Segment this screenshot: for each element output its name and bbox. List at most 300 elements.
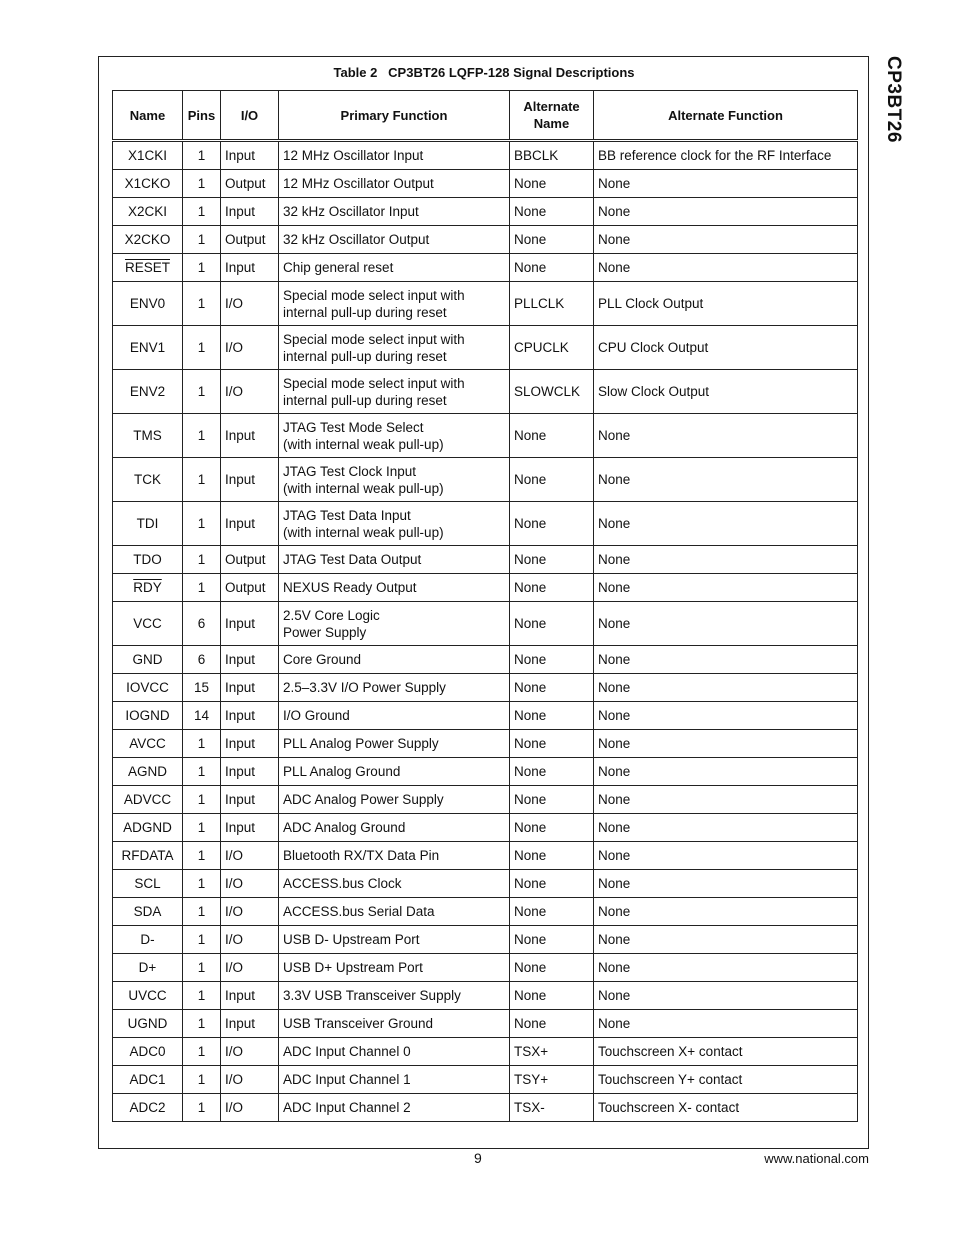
cell-io-text: Input [225,652,256,667]
cell-primary-function [279,646,510,674]
cell-alternate-name-text: None [514,428,547,443]
cell-io [221,370,279,414]
cell-pins [183,1094,221,1122]
cell-name-text: UGND [127,1016,168,1031]
cell-alternate-name-text: None [514,616,547,631]
cell-io-text: I/O [225,848,244,863]
cell-name [113,814,183,842]
cell-alternate-function-text: Touchscreen Y+ contact [598,1072,743,1087]
cell-primary-function [279,326,510,370]
cell-alternate-function [594,702,858,730]
cell-primary-function [279,370,510,414]
cell-name [113,870,183,898]
table-row [113,414,858,458]
cell-alternate-function-text: None [598,260,631,275]
cell-pins [183,574,221,602]
cell-io-text: Input [225,616,256,631]
cell-io-text: I/O [225,904,244,919]
cell-alternate-name-text: None [514,580,547,595]
cell-primary-function [279,226,510,254]
cell-name-text: SDA [133,904,162,919]
cell-pins-text: 1 [197,204,206,219]
cell-name-text: D- [140,932,155,947]
cell-primary-function-text: ADC Input Channel 1 [283,1072,411,1087]
cell-alternate-function-text: None [598,580,631,595]
cell-name [113,282,183,326]
cell-alternate-function [594,1038,858,1066]
cell-io [221,982,279,1010]
cell-pins-text: 1 [197,296,206,311]
cell-primary-function-text: 2.5V Core Logic Power Supply [283,607,380,640]
cell-name-text: RESET [124,260,170,275]
cell-pins-text: 1 [197,904,206,919]
cell-pins-text: 1 [197,848,206,863]
cell-io-text: I/O [225,1044,244,1059]
cell-primary-function-text: ACCESS.bus Clock [283,876,402,891]
cell-io-text: I/O [225,296,244,311]
cell-alternate-name [510,674,594,702]
cell-alternate-name [510,574,594,602]
cell-alternate-function-text: None [598,516,631,531]
header-alternate-name: Alternate Name [510,91,594,141]
cell-io [221,226,279,254]
cell-alternate-name [510,458,594,502]
cell-name-text: ENV1 [129,340,166,355]
cell-name [113,574,183,602]
cell-primary-function-text: JTAG Test Data Input (with internal weak pull-up) [283,507,444,540]
cell-pins [183,141,221,170]
cell-name [113,646,183,674]
cell-alternate-function [594,170,858,198]
cell-primary-function [279,674,510,702]
table-row [113,786,858,814]
table-row [113,574,858,602]
cell-alternate-function [594,1010,858,1038]
cell-name-text: ADVCC [123,792,172,807]
cell-io-text: Input [225,736,256,751]
cell-pins [183,842,221,870]
cell-pins [183,370,221,414]
cell-alternate-function [594,546,858,574]
cell-name-text: X1CKO [124,176,171,191]
cell-alternate-name [510,898,594,926]
cell-io [221,1094,279,1122]
cell-io [221,198,279,226]
cell-alternate-name [510,982,594,1010]
cell-io [221,254,279,282]
cell-io-text: Input [225,988,256,1003]
cell-primary-function [279,1038,510,1066]
table-row [113,1038,858,1066]
cell-pins-text: 1 [197,232,206,247]
cell-name-text: ADC0 [129,1044,166,1059]
cell-name [113,954,183,982]
table-row [113,326,858,370]
cell-name-text: RFDATA [121,848,174,863]
cell-primary-function-text: JTAG Test Clock Input (with internal weak pull-up) [283,463,444,496]
cell-pins [183,982,221,1010]
cell-pins [183,758,221,786]
cell-alternate-name [510,1010,594,1038]
cell-pins [183,602,221,646]
cell-io [221,546,279,574]
cell-pins [183,926,221,954]
cell-io [221,282,279,326]
cell-name-text: $\overline{RDY}$ [133,580,162,595]
table-row [113,602,858,646]
header-primary-function: Primary Function [279,91,510,141]
cell-io [221,842,279,870]
table-row [113,370,858,414]
cell-primary-function [279,758,510,786]
cell-pins-text: 1 [197,1016,206,1031]
cell-io-text: I/O [225,960,244,975]
cell-alternate-function [594,370,858,414]
cell-alternate-function [594,226,858,254]
cell-name [113,758,183,786]
cell-alternate-name [510,370,594,414]
cell-alternate-name-text: None [514,932,547,947]
cell-pins-text: 14 [193,708,210,723]
cell-pins [183,226,221,254]
table-row [113,926,858,954]
cell-alternate-function-text: None [598,1016,631,1031]
cell-name [113,458,183,502]
cell-io [221,786,279,814]
cell-primary-function-text: 32 kHz Oscillator Input [283,204,419,219]
cell-primary-function [279,870,510,898]
cell-alternate-function-text: None [598,176,631,191]
cell-alternate-name-text: None [514,820,547,835]
cell-alternate-function [594,954,858,982]
table-row [113,170,858,198]
cell-io-text: Input [225,764,256,779]
cell-name [113,730,183,758]
cell-pins-text: 6 [197,652,206,667]
cell-pins-text: 1 [197,736,206,751]
cell-alternate-name [510,546,594,574]
table-row [113,458,858,502]
cell-io-text: I/O [225,1100,244,1115]
cell-io-text: Output [225,176,266,191]
cell-io-text: Input [225,260,256,275]
cell-alternate-function-text: None [598,552,631,567]
cell-name-text: AGND [127,764,167,779]
cell-io-text: Output [225,232,266,247]
cell-alternate-name-text: TSX- [514,1100,545,1115]
cell-name-text: X1CKI [127,148,168,163]
cell-pins-text: 15 [193,680,210,695]
cell-alternate-name [510,282,594,326]
cell-pins [183,954,221,982]
cell-primary-function [279,730,510,758]
cell-alternate-function [594,1066,858,1094]
cell-alternate-function-text: Touchscreen X- contact [598,1100,740,1115]
cell-io [221,702,279,730]
cell-alternate-function-text: None [598,988,631,1003]
cell-alternate-name [510,502,594,546]
cell-name-text: TCK [134,472,161,487]
cell-pins-text: 1 [197,764,206,779]
cell-primary-function-text: 2.5–3.3V I/O Power Supply [283,680,446,695]
cell-pins [183,646,221,674]
cell-alternate-name-text: None [514,516,547,531]
cell-name-text: ENV2 [129,384,166,399]
cell-name-text: TDO [133,552,162,567]
cell-alternate-function-text: None [598,848,631,863]
cell-primary-function [279,458,510,502]
cell-name [113,141,183,170]
cell-alternate-function [594,414,858,458]
table-row [113,1066,858,1094]
cell-name-text: X2CKI [127,204,168,219]
cell-primary-function-text: 3.3V USB Transceiver Supply [283,988,461,1003]
cell-pins-text: 1 [197,516,206,531]
cell-primary-function [279,1010,510,1038]
cell-alternate-name-text: TSX+ [514,1044,549,1059]
table-row [113,141,858,170]
cell-io [221,954,279,982]
cell-primary-function-text: 12 MHz Oscillator Output [283,176,434,191]
cell-primary-function [279,702,510,730]
cell-alternate-function [594,870,858,898]
cell-name-text: IOGND [125,708,170,723]
cell-name [113,226,183,254]
cell-alternate-name-text: None [514,848,547,863]
cell-alternate-function-text: None [598,708,631,723]
table-row [113,870,858,898]
table-row [113,502,858,546]
cell-alternate-function [594,982,858,1010]
table-row [113,898,858,926]
cell-primary-function-text: ADC Analog Ground [283,820,406,835]
cell-primary-function-text: PLL Analog Ground [283,764,401,779]
cell-alternate-name [510,842,594,870]
cell-primary-function [279,141,510,170]
cell-alternate-function-text: CPU Clock Output [598,340,709,355]
cell-alternate-function-text: None [598,680,631,695]
cell-name-text: IOVCC [126,680,169,695]
cell-alternate-name [510,1066,594,1094]
cell-name [113,502,183,546]
cell-name [113,926,183,954]
cell-primary-function-text: Chip general reset [283,260,394,275]
document-side-title: CP3BT26 [883,56,904,143]
cell-alternate-name [510,602,594,646]
cell-primary-function [279,170,510,198]
cell-primary-function [279,898,510,926]
cell-pins [183,870,221,898]
cell-pins [183,414,221,458]
cell-alternate-name [510,786,594,814]
cell-alternate-function [594,198,858,226]
cell-name [113,842,183,870]
cell-name-text: UVCC [128,988,167,1003]
cell-alternate-function-text: None [598,820,631,835]
cell-pins-text: 1 [197,960,206,975]
cell-name-text: D+ [138,960,157,975]
cell-alternate-function [594,502,858,546]
cell-name-text: AVCC [129,736,166,751]
cell-primary-function-text: PLL Analog Power Supply [283,736,439,751]
cell-alternate-name [510,1094,594,1122]
cell-pins [183,326,221,370]
cell-alternate-function-text: PLL Clock Output [598,296,704,311]
cell-primary-function-text: 32 kHz Oscillator Output [283,232,430,247]
cell-name [113,982,183,1010]
table-caption: Table 2 CP3BT26 LQFP-128 Signal Descriptions [333,65,635,80]
cell-alternate-name [510,702,594,730]
cell-name [113,414,183,458]
cell-primary-function-text: JTAG Test Mode Select (with internal weak pull-up) [283,419,444,452]
cell-name [113,170,183,198]
cell-name [113,370,183,414]
table-row [113,814,858,842]
cell-alternate-function-text: None [598,232,631,247]
cell-io-text: Input [225,428,256,443]
cell-alternate-name-text: None [514,708,547,723]
cell-pins-text: 1 [197,988,206,1003]
table-row [113,226,858,254]
cell-alternate-name [510,170,594,198]
cell-alternate-name-text: None [514,792,547,807]
cell-primary-function [279,842,510,870]
cell-io [221,1066,279,1094]
cell-io [221,602,279,646]
cell-alternate-function [594,926,858,954]
cell-pins [183,502,221,546]
cell-pins-text: 1 [197,148,206,163]
header-alternate-function: Alternate Function [594,91,858,141]
cell-alternate-name-text: None [514,680,547,695]
cell-primary-function-text: USB D- Upstream Port [283,932,420,947]
cell-name [113,602,183,646]
cell-name [113,674,183,702]
footer-url: www.national.com [764,1151,869,1166]
cell-alternate-function [594,758,858,786]
cell-alternate-name-text: CPUCLK [514,340,569,355]
cell-name-text: TDI [136,516,159,531]
cell-alternate-name [510,646,594,674]
cell-io [221,1010,279,1038]
cell-alternate-function [594,282,858,326]
cell-primary-function [279,282,510,326]
cell-io [221,674,279,702]
cell-alternate-name-text: BBCLK [514,148,559,163]
table-row [113,674,858,702]
cell-primary-function [279,786,510,814]
cell-pins [183,282,221,326]
header-io: I/O [221,91,279,141]
cell-pins [183,198,221,226]
cell-pins-text: 1 [197,580,206,595]
cell-primary-function [279,954,510,982]
cell-pins [183,1038,221,1066]
table-row [113,282,858,326]
table-row [113,646,858,674]
cell-pins [183,1010,221,1038]
cell-io-text: Input [225,516,256,531]
table-row [113,730,858,758]
cell-pins [183,702,221,730]
cell-io [221,758,279,786]
cell-alternate-function-text: None [598,616,631,631]
cell-io [221,1038,279,1066]
cell-primary-function [279,1066,510,1094]
cell-alternate-name [510,814,594,842]
cell-io [221,730,279,758]
cell-io [221,814,279,842]
cell-pins [183,170,221,198]
table-header-row [113,91,858,141]
cell-io-text: Input [225,204,256,219]
cell-name [113,198,183,226]
cell-alternate-name-text: None [514,904,547,919]
cell-alternate-function-text: None [598,904,631,919]
cell-pins-text: 1 [197,552,206,567]
cell-name-text: ENV0 [129,296,166,311]
cell-io [221,870,279,898]
cell-alternate-function-text: None [598,960,631,975]
cell-primary-function [279,574,510,602]
cell-io-text: Input [225,1016,256,1031]
cell-pins-text: 1 [197,384,206,399]
cell-name [113,546,183,574]
cell-alternate-function [594,254,858,282]
cell-alternate-function [594,814,858,842]
cell-alternate-name-text: None [514,232,547,247]
cell-io [221,502,279,546]
cell-alternate-function-text: None [598,472,631,487]
cell-alternate-name [510,198,594,226]
table-body [113,141,858,1122]
cell-primary-function-text: Special mode select input with internal pull-up during reset [283,375,465,408]
cell-name [113,1066,183,1094]
cell-io-text: Output [225,552,266,567]
cell-pins [183,458,221,502]
cell-primary-function [279,926,510,954]
cell-alternate-function [594,730,858,758]
cell-name [113,1010,183,1038]
cell-primary-function-text: Special mode select input with internal pull-up during reset [283,331,465,364]
cell-alternate-function-text: None [598,764,631,779]
cell-pins [183,898,221,926]
table-row [113,982,858,1010]
cell-alternate-name-text: SLOWCLK [514,384,581,399]
cell-io [221,926,279,954]
cell-alternate-name-text: None [514,260,547,275]
table-row [113,254,858,282]
cell-primary-function-text: USB Transceiver Ground [283,1016,434,1031]
cell-primary-function-text: Core Ground [283,652,362,667]
cell-name-text: GND [132,652,163,667]
cell-name-text: TMS [133,428,162,443]
cell-alternate-function-text: None [598,932,631,947]
header-name: Name [113,91,183,141]
cell-alternate-function [594,842,858,870]
table-row [113,198,858,226]
cell-alternate-name-text: None [514,876,547,891]
cell-alternate-function-text: None [598,792,631,807]
cell-primary-function [279,502,510,546]
table-row [113,702,858,730]
cell-alternate-function [594,1094,858,1122]
cell-alternate-name [510,326,594,370]
cell-name-text: SCL [134,876,161,891]
cell-alternate-name-text: None [514,552,547,567]
cell-primary-function [279,602,510,646]
cell-alternate-function-text: BB reference clock for the RF Interface [598,148,832,163]
